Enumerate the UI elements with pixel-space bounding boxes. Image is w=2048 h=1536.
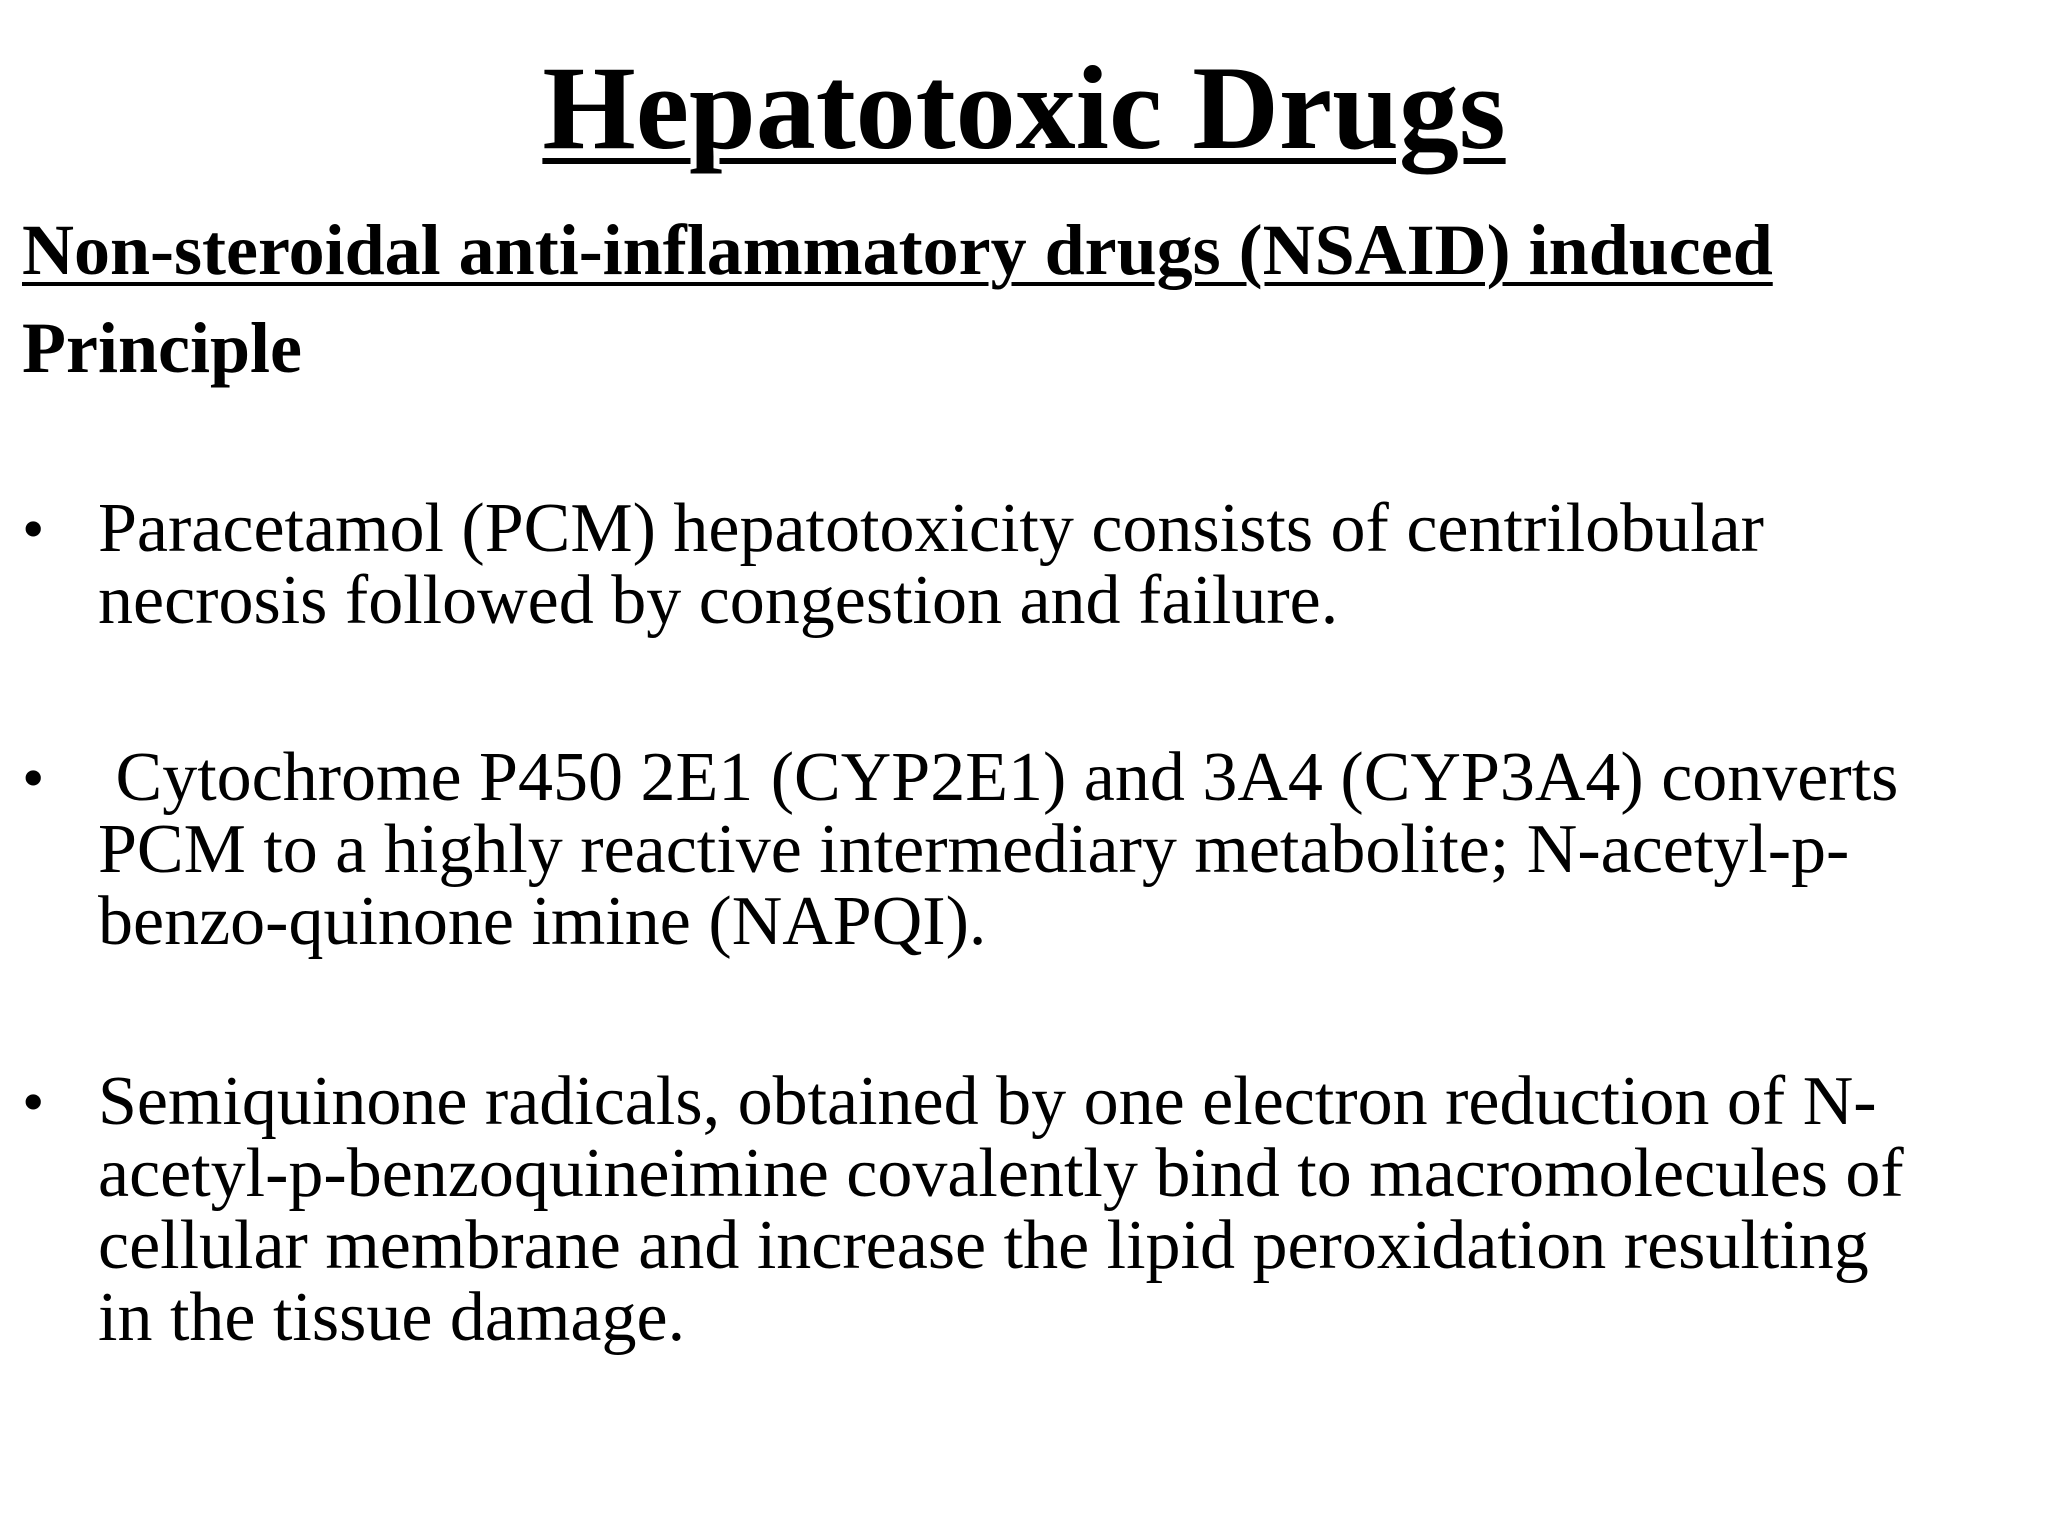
bullet-text: [98, 739, 2048, 960]
slide-subtitle: Non-steroidal anti-inflammatory drugs (NSAID) induced: [22, 210, 1773, 290]
bullet-text: [98, 1063, 2048, 1356]
bullet-marker: •: [22, 1066, 45, 1137]
bullet-line: in the tissue damage.: [98, 1279, 686, 1356]
bullet-marker: •: [22, 742, 45, 813]
bullet-line: Cytochrome P450 2E1 (CYP2E1) and 3A4 (CYP3A4) converts: [98, 739, 1899, 816]
bullet-line: necrosis followed by congestion and failure.: [98, 562, 1339, 639]
bullet-line: acetyl-p-benzoquineimine covalently bind to macromolecules of: [98, 1135, 1904, 1212]
section-heading: Principle: [22, 308, 302, 388]
bullet-marker: •: [22, 493, 45, 564]
bullet-line: cellular membrane and increase the lipid peroxidation resulting: [98, 1207, 1869, 1284]
bullet-text: [98, 490, 2048, 639]
bullet-line: benzo-quinone imine (NAPQI).: [98, 883, 987, 960]
bullet-line: PCM to a highly reactive intermediary metabolite; N-acetyl-p-: [98, 811, 1850, 888]
bullet-line: Semiquinone radicals, obtained by one electron reduction of N-: [98, 1063, 1877, 1140]
slide-title-text: Hepatotoxic Drugs: [542, 41, 1506, 174]
bullet-line: Paracetamol (PCM) hepatotoxicity consists of centrilobular: [98, 490, 1764, 567]
